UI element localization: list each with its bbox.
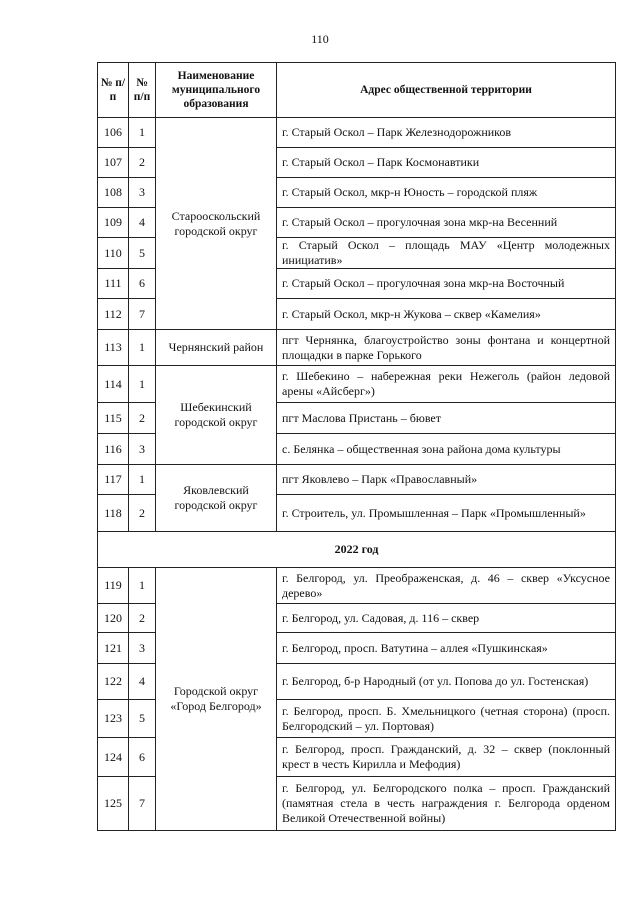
row-number: 113 [98, 330, 129, 366]
row-local-number: 1 [129, 465, 156, 495]
row-local-number: 1 [129, 366, 156, 403]
header-municipality: Наименование муниципального образования [156, 63, 277, 118]
table-row [98, 568, 616, 604]
address-cell: г. Строитель, ул. Промышленная – Парк «Промышленный» [277, 495, 616, 532]
year-heading: 2022 год [98, 532, 616, 568]
address-cell: г. Белгород, ул. Преображенская, д. 46 – сквер «Уксусное дерево» [277, 568, 616, 604]
address-cell: г. Белгород, б-р Народный (от ул. Попова до ул. Гостенская) [277, 664, 616, 700]
row-local-number: 5 [129, 700, 156, 738]
row-number: 111 [98, 269, 129, 299]
address-cell: с. Белянка – общественная зона района дома культуры [277, 434, 616, 465]
row-local-number: 1 [129, 568, 156, 604]
municipality-cell: Чернянский район [156, 330, 277, 366]
header-number-total: № п/п [98, 63, 129, 118]
row-number: 121 [98, 633, 129, 664]
page-number: 110 [311, 32, 329, 46]
row-local-number: 3 [129, 434, 156, 465]
row-local-number: 4 [129, 208, 156, 238]
address-cell: г. Старый Оскол – Парк Железнодорожников [277, 118, 616, 148]
row-local-number: 6 [129, 269, 156, 299]
row-number: 106 [98, 118, 129, 148]
address-cell: пгт Маслова Пристань – бювет [277, 403, 616, 434]
address-cell: пгт Яковлево – Парк «Православный» [277, 465, 616, 495]
row-local-number: 2 [129, 148, 156, 178]
municipality-cell: Яковлевский городской округ [156, 465, 277, 532]
address-cell: г. Белгород, ул. Белгородского полка – просп. Гражданский (памятная стела в честь награждения г. Белгорода орденом Великой Отечественной войны) [277, 777, 616, 831]
row-number: 117 [98, 465, 129, 495]
row-number: 115 [98, 403, 129, 434]
row-local-number: 7 [129, 299, 156, 330]
row-number: 119 [98, 568, 129, 604]
table-row [98, 118, 616, 148]
address-cell: г. Старый Оскол – площадь МАУ «Центр молодежных инициатив» [277, 238, 616, 269]
row-local-number: 3 [129, 178, 156, 208]
row-number: 108 [98, 178, 129, 208]
table-row [98, 330, 616, 366]
row-local-number: 2 [129, 604, 156, 633]
row-number: 107 [98, 148, 129, 178]
row-local-number: 2 [129, 403, 156, 434]
row-number: 124 [98, 738, 129, 777]
row-local-number: 3 [129, 633, 156, 664]
row-local-number: 1 [129, 118, 156, 148]
row-local-number: 7 [129, 777, 156, 831]
row-local-number: 5 [129, 238, 156, 269]
address-cell: г. Белгород, просп. Б. Хмельницкого (четная сторона) (просп. Белгородский – ул. Портовая) [277, 700, 616, 738]
table-row [98, 465, 616, 495]
municipality-cell: Старооскольский городской округ [156, 118, 277, 330]
table-header-row [98, 63, 616, 118]
row-local-number: 6 [129, 738, 156, 777]
row-number: 123 [98, 700, 129, 738]
row-number: 125 [98, 777, 129, 831]
row-number: 110 [98, 238, 129, 269]
address-cell: г. Шебекино – набережная реки Нежеголь (район ледовой арены «Айсберг») [277, 366, 616, 403]
municipality-cell: Городской округ «Город Белгород» [156, 568, 277, 831]
row-number: 114 [98, 366, 129, 403]
row-number: 109 [98, 208, 129, 238]
address-cell: г. Белгород, просп. Гражданский, д. 32 – сквер (поклонный крест в честь Кирилла и Мефодия) [277, 738, 616, 777]
address-cell: г. Белгород, просп. Ватутина – аллея «Пушкинская» [277, 633, 616, 664]
row-number: 116 [98, 434, 129, 465]
address-cell: г. Старый Оскол – Парк Космонавтики [277, 148, 616, 178]
row-local-number: 4 [129, 664, 156, 700]
territories-table [97, 62, 616, 831]
row-number: 122 [98, 664, 129, 700]
address-cell: г. Старый Оскол – прогулочная зона мкр-на Восточный [277, 269, 616, 299]
address-cell: пгт Чернянка, благоустройство зоны фонтана и концертной площадки в парке Горького [277, 330, 616, 366]
address-cell: г. Старый Оскол, мкр-н Юность – городской пляж [277, 178, 616, 208]
year-row [98, 532, 616, 568]
header-number-local: № п/п [129, 63, 156, 118]
address-cell: г. Белгород, ул. Садовая, д. 116 – сквер [277, 604, 616, 633]
table-row [98, 366, 616, 403]
address-cell: г. Старый Оскол, мкр-н Жукова – сквер «Камелия» [277, 299, 616, 330]
row-number: 118 [98, 495, 129, 532]
row-number: 120 [98, 604, 129, 633]
row-number: 112 [98, 299, 129, 330]
municipality-cell: Шебекинский городской округ [156, 366, 277, 465]
header-address: Адрес общественной территории [277, 63, 616, 118]
row-local-number: 2 [129, 495, 156, 532]
row-local-number: 1 [129, 330, 156, 366]
address-cell: г. Старый Оскол – прогулочная зона мкр-на Весенний [277, 208, 616, 238]
